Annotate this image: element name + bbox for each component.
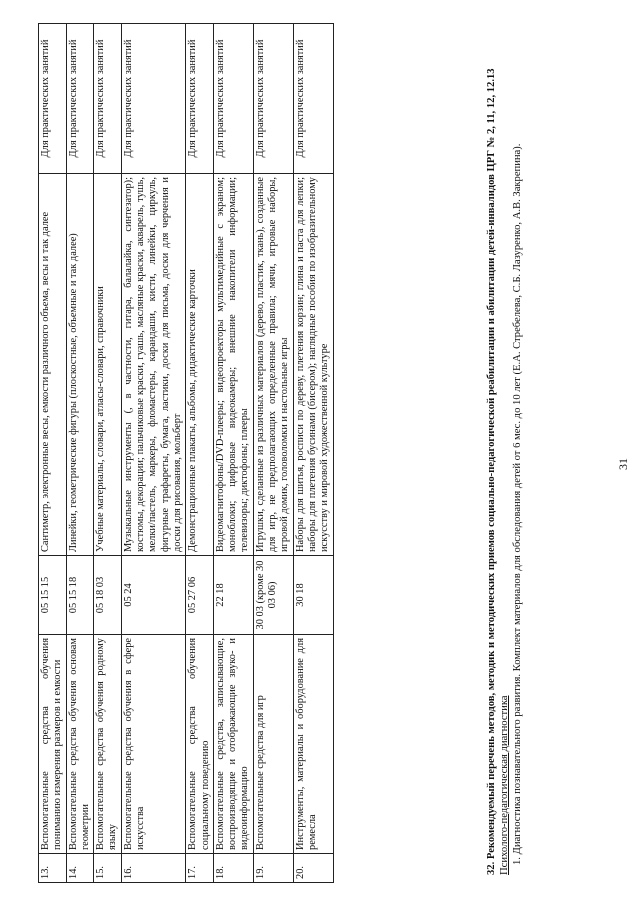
row-purpose: Для практических занятий: [186, 24, 214, 174]
row-number: 15.: [94, 854, 122, 883]
row-description: Сантиметр, электронные весы, емкости различного объема, весы и так далее: [39, 174, 67, 556]
row-number: 13.: [39, 854, 67, 883]
row-name: Вспомогательные средства для игр: [253, 635, 293, 854]
row-purpose: Для практических занятий: [293, 24, 333, 174]
row-number: 18.: [213, 854, 253, 883]
row-description: Видеомагнитофоны/DVD-плееры; видеопроекторы мультимедийные с экраном; моноблоки; цифровые видеокамеры; внешние накопители информации; телевизоры; диктофоны; плееры: [213, 174, 253, 556]
row-code: 30 18: [293, 556, 333, 635]
row-purpose: Для практических занятий: [213, 24, 253, 174]
row-name: Вспомогательные средства обучения социальному поведению: [186, 635, 214, 854]
row-description: Наборы для шитья, роспиcи по дереву, плетения корзин; глина и паста для лепки; наборы для плетения бусинами (бисером); наглядные пособия по изобразительному искусству и мировой художественной культуре: [293, 174, 333, 556]
table-row: [66, 24, 94, 883]
row-code: 30 03 (кроме 30 03 06): [253, 556, 293, 635]
row-number: 20.: [293, 854, 333, 883]
section-subheading: Психолого-педагогическая диагностика: [499, 695, 510, 875]
table-row: [213, 24, 253, 883]
row-name: Вспомогательные средства обучения пониманию измерения размеров и емкости: [39, 635, 67, 854]
table-row: [253, 24, 293, 883]
row-code: 05 15 18: [66, 556, 94, 635]
row-code: 05 27 06: [186, 556, 214, 635]
row-purpose: Для практических занятий: [39, 24, 67, 174]
row-description: Игрушки, сделанные из различных материалов (дерево, пластик, ткань), созданные для игр, не предполагающих определенные правила; мячи, игровые наборы, игровой домик, головоломки и настольные игры: [253, 174, 293, 556]
row-code: 22 18: [213, 556, 253, 635]
row-purpose: Для практических занятий: [253, 24, 293, 174]
row-number: 14.: [66, 854, 94, 883]
row-description: Демонстрационные плакаты, альбомы, дидактические карточки: [186, 174, 214, 556]
table-row: [293, 24, 333, 883]
row-purpose: Для практических занятий: [66, 24, 94, 174]
table-row: [94, 24, 122, 883]
row-number: 19.: [253, 854, 293, 883]
equipment-table: [38, 23, 334, 883]
row-name: Инструменты, материалы и оборудование для ремесла: [293, 635, 333, 854]
page-number: 31: [616, 458, 630, 470]
row-name: Вспомогательные средства обучения в сфере искусства: [121, 635, 185, 854]
row-description: Музыкальные инструменты (, в частности, гитара, балалайка, синтезатор); костюмы, декорации; пальчиковые краски, гуашь, масляные краски, акварель, тушь, мелки/пастель, маркеры, фломастеры, карандаши, кисти, линейки, циркуль, фигурные трафареты, бумага, ластики, доски для письма, доски для черчения и доски для рисования, мольберт: [121, 174, 185, 556]
row-number: 17.: [186, 854, 214, 883]
row-name: Вспомогательные средства обучения родному языку: [94, 635, 122, 854]
section-item-1: 1. Диагностика познавательного развития. Комплект материалов для обследования детей от 6 мес. до 10 лет (Е.А. Стребелева, С.Б. Лазуренко, А.В. Закрепина).: [512, 143, 523, 865]
row-purpose: Для практических занятий: [94, 24, 122, 174]
section-32: [485, 25, 524, 875]
row-purpose: Для практических занятий: [121, 24, 185, 174]
row-description: Линейки, геометрические фигуры (плоскостные, объемные и так далее): [66, 174, 94, 556]
row-code: 05 15 15: [39, 556, 67, 635]
row-name: Вспомогательные средства, записывающие, воспроизводящие и отображающие звуко- и видеоинформацию: [213, 635, 253, 854]
row-code: 05 18 03: [94, 556, 122, 635]
row-code: 05 24: [121, 556, 185, 635]
row-number: 16.: [121, 854, 185, 883]
table-row: [121, 24, 185, 883]
table-row: [186, 24, 214, 883]
section-heading: 32. Рекомендуемый перечень методов, методик и методических приемов социально-педагогической реабилитации и абилитации детей-инвалидов ЦРГ № 2, 11, 12, 12.13: [486, 68, 497, 875]
table-row: [39, 24, 67, 883]
row-name: Вспомогательные средства обучения основам геометрии: [66, 635, 94, 854]
row-description: Учебные материалы, словари, атласы-словари, справочники: [94, 174, 122, 556]
